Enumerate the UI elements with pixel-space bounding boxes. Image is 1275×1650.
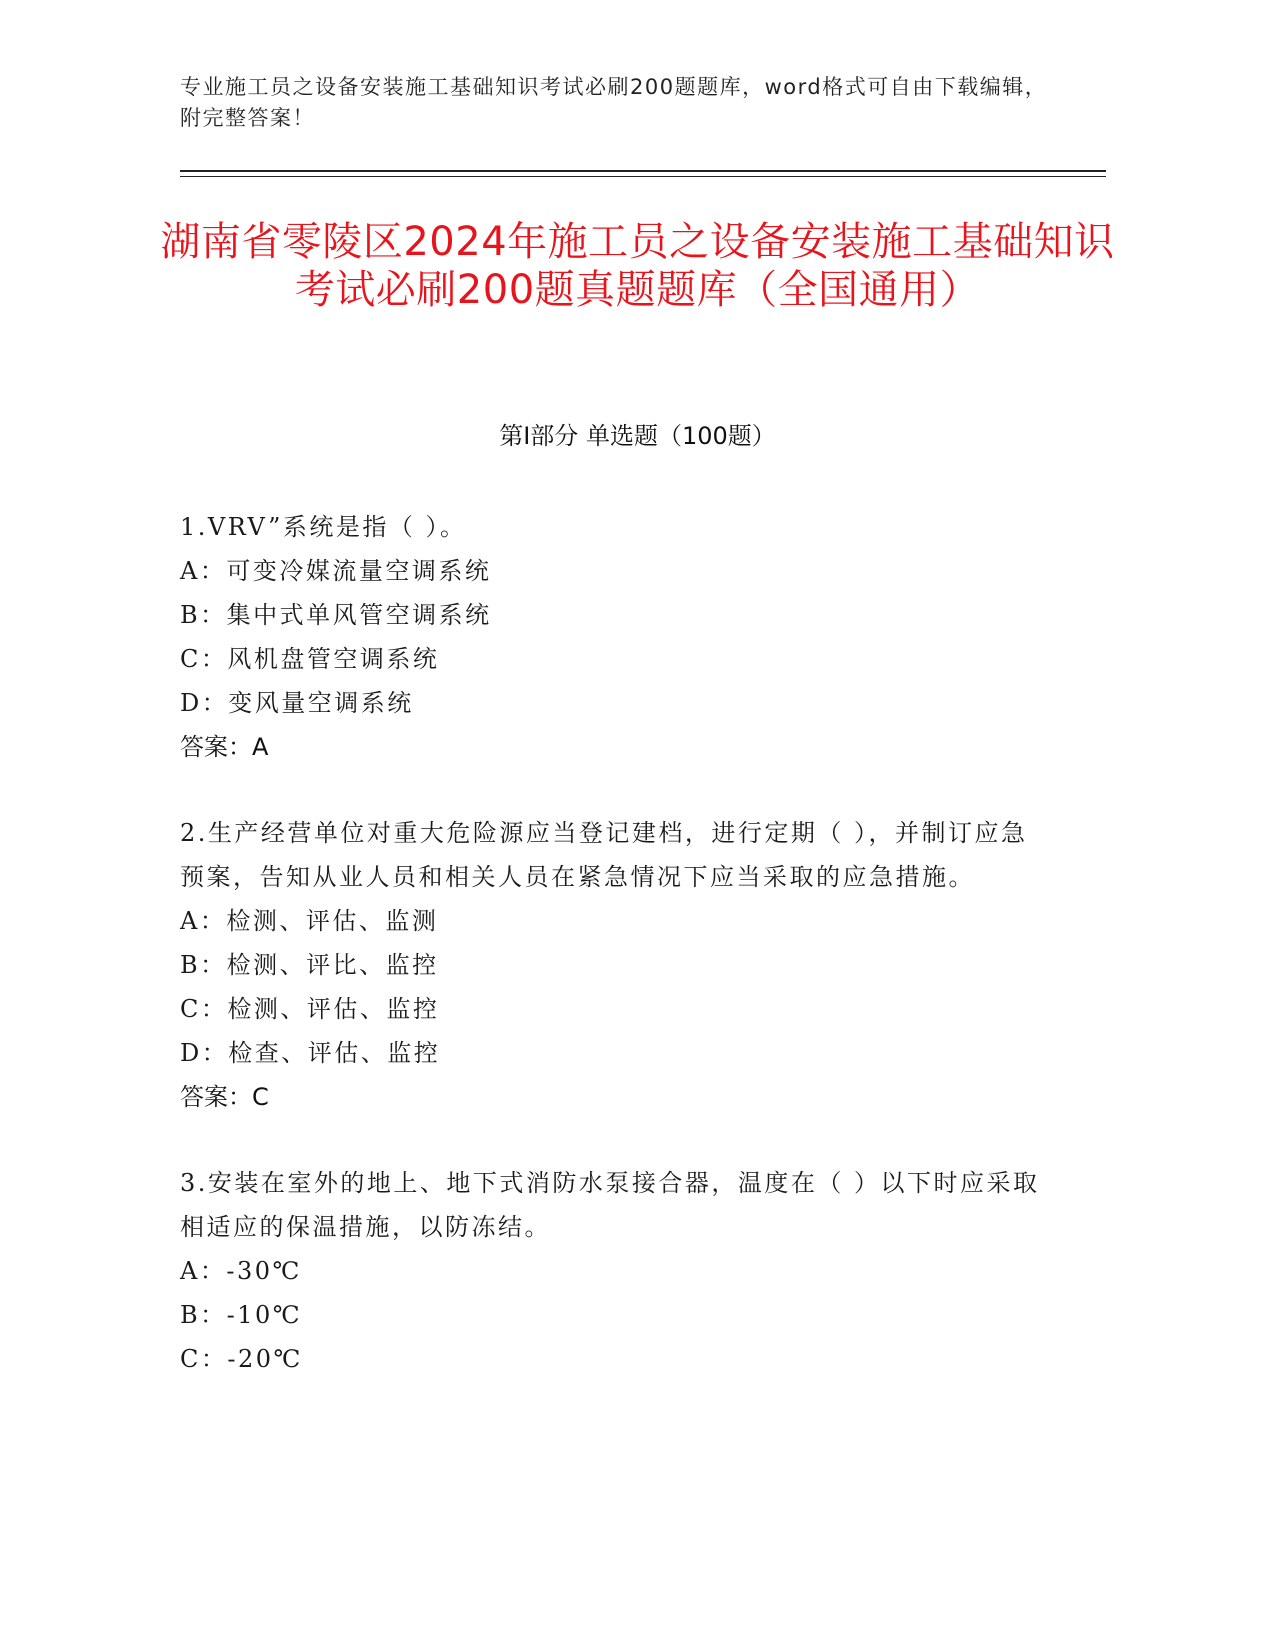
option-b: B：检测、评比、监控: [180, 951, 439, 979]
question-list: [180, 505, 1040, 1423]
option-c: C：-20℃: [180, 1345, 303, 1373]
question-stem: 3.安装在室外的地上、地下式消防水泵接合器，温度在（ ）以下时应采取相适应的保温措施，以防冻结。: [180, 1169, 1040, 1241]
option-d: D：检查、评估、监控: [180, 1039, 441, 1067]
option-d: D：变风量空调系统: [180, 689, 414, 717]
option-b: B：集中式单风管空调系统: [180, 601, 492, 629]
header-note: 专业施工员之设备安装施工基础知识考试必刷200题题库，word格式可自由下载编辑，附完整答案！: [180, 75, 1048, 130]
option-c: C：检测、评估、监控: [180, 995, 440, 1023]
option-b: B：-10℃: [180, 1301, 303, 1329]
question-stem: 2.生产经营单位对重大危险源应当登记建档，进行定期（ ），并制订应急预案，告知从业人员和相关人员在紧急情况下应当采取的应急措施。: [180, 819, 1028, 891]
question-2: [180, 811, 1040, 1119]
question-3: [180, 1161, 1040, 1381]
answer: 答案：A: [180, 733, 269, 761]
option-a: A：检测、评估、监测: [180, 907, 439, 935]
section-heading: 第Ⅰ部分 单选题（100题）: [499, 422, 776, 450]
answer: 答案：C: [180, 1083, 269, 1111]
option-a: A：可变冷媒流量空调系统: [180, 557, 492, 585]
header-rule-thin: [180, 176, 1106, 177]
option-c: C：风机盘管空调系统: [180, 645, 440, 673]
option-a: A：-30℃: [180, 1257, 302, 1285]
header-rule-thick: [180, 170, 1106, 172]
document-title: 湖南省零陵区2024年施工员之设备安装施工基础知识考试必刷200题真题题库（全国通用）: [160, 219, 1115, 313]
question-1: [180, 505, 1040, 769]
question-stem: 1.VRV”系统是指（ ）。: [180, 513, 467, 541]
